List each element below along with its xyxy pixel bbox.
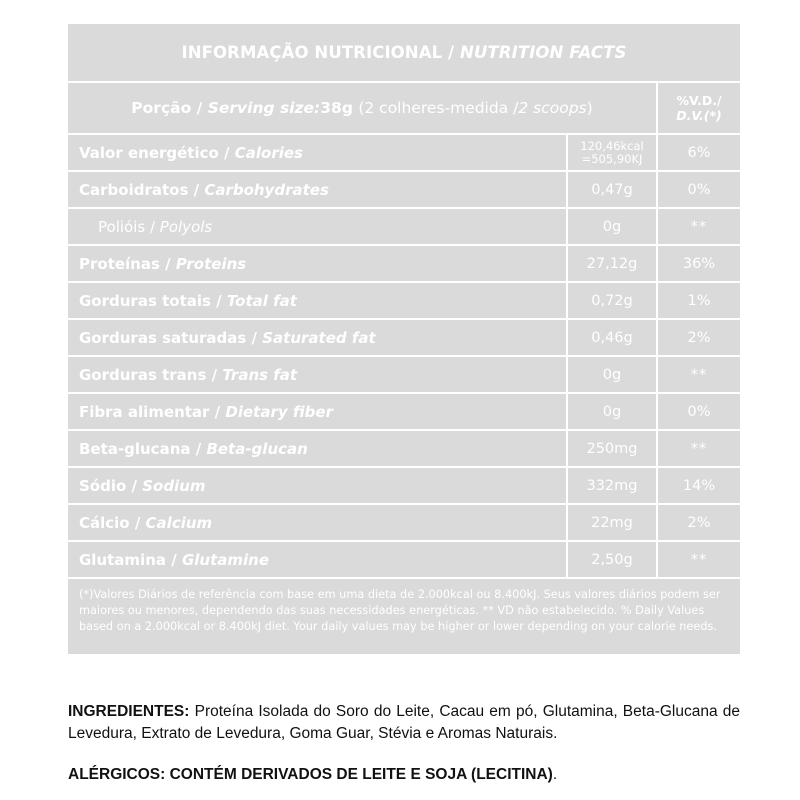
nutrient-name-pt: Gorduras totais / [79, 291, 222, 310]
dv-header [656, 83, 740, 133]
nutrient-name-pt: Gorduras saturadas / [79, 328, 258, 347]
serving-measure-en: 2 scoops [518, 99, 587, 117]
nutrient-name-en: Calories [234, 143, 303, 162]
nutrient-rows [68, 135, 740, 579]
nutrient-daily-value: 14% [656, 468, 740, 503]
dv-header-line1: %V.D./ [676, 93, 722, 108]
nutrient-name-en: Saturated fat [262, 328, 376, 347]
nutrient-name-en: Dietary fiber [225, 402, 333, 421]
dv-header-line2: D.V.(*) [676, 108, 722, 123]
table-footnote: (*)Valores Diários de referência com base em uma dieta de 2.000kcal ou 8.400kJ. Seus valores diários podem ser maiores ou menores, dependendo das suas necessidades energéticas. ** VD não estabelecido. % Daily Values based on a 2.000kcal or 8.400kJ diet. Your daily values may be higher or lower depending on your calorie needs. [79, 588, 721, 633]
nutrient-name-en: Calcium [145, 513, 213, 532]
nutrient-name-en: Sodium [142, 476, 206, 495]
nutrient-name-pt: Glutamina / [79, 550, 177, 569]
nutrient-name [68, 283, 566, 318]
nutrient-quantity [566, 135, 656, 170]
nutrient-name-pt: Carboidratos / [79, 180, 200, 199]
nutrient-name [68, 505, 566, 540]
nutrient-row [68, 283, 740, 320]
nutrient-daily-value: 0% [656, 394, 740, 429]
nutrient-row [68, 357, 740, 394]
nutrient-name-pt: Beta-glucana / [79, 439, 202, 458]
nutrient-quantity: 0,47g [566, 172, 656, 207]
serving-label-en: Serving size: [207, 99, 321, 117]
nutrient-name-pt: Cálcio / [79, 513, 141, 532]
nutrient-daily-value: ** [656, 209, 740, 244]
nutrient-name [68, 246, 566, 281]
nutrient-daily-value: ** [656, 431, 740, 466]
nutrient-row [68, 135, 740, 172]
nutrient-quantity: 332mg [566, 468, 656, 503]
nutrient-name-pt: Valor energético / [79, 143, 230, 162]
nutrient-row [68, 431, 740, 468]
nutrient-daily-value: 36% [656, 246, 740, 281]
allergens-period: . [552, 766, 558, 783]
nutrient-row [68, 468, 740, 505]
nutrient-quantity: 0,46g [566, 320, 656, 355]
nutrient-name-en: Glutamine [181, 550, 269, 569]
nutrient-daily-value: ** [656, 542, 740, 577]
nutrient-name [68, 468, 566, 503]
nutrient-quantity: 0,72g [566, 283, 656, 318]
quantity-kcal: 120,46kcal [580, 138, 644, 153]
nutrient-row [68, 394, 740, 431]
nutrient-quantity: 0g [566, 209, 656, 244]
nutrient-daily-value: 6% [656, 135, 740, 170]
serving-measure-close: ) [586, 99, 593, 117]
nutrient-name-en: Polyols [159, 217, 213, 236]
serving-amount: 38g [320, 99, 353, 117]
nutrient-name [68, 320, 566, 355]
nutrient-name-pt: Polióis / [98, 217, 156, 236]
allergens-block [68, 764, 740, 786]
nutrient-row [68, 246, 740, 283]
nutrient-daily-value: 2% [656, 320, 740, 355]
nutrient-quantity: 22mg [566, 505, 656, 540]
nutrient-row [68, 209, 740, 246]
nutrient-name [68, 394, 566, 429]
title-en: NUTRITION FACTS [460, 43, 627, 62]
ingredients-text: Proteína Isolada do Soro do Leite, Cacau em pó, Glutamina, Beta-Glucana de Levedura, Extrato de Levedura, Goma Guar, Stévia e Aromas Naturais. [68, 703, 740, 742]
serving-label-pt: Porção / [131, 99, 203, 117]
nutrient-daily-value: 1% [656, 283, 740, 318]
nutrient-name [68, 357, 566, 392]
serving-size-row [68, 83, 740, 135]
nutrient-name-en: Beta-glucan [206, 439, 308, 458]
nutrient-name-en: Proteins [175, 254, 247, 273]
nutrient-daily-value: ** [656, 357, 740, 392]
nutrient-quantity: 250mg [566, 431, 656, 466]
ingredients-block [68, 701, 740, 745]
quantity-kj: =505,90KJ [581, 151, 643, 166]
nutrient-name-en: Carbohydrates [204, 180, 329, 199]
nutrient-name-pt: Fibra alimentar / [79, 402, 221, 421]
nutrient-name-pt: Gorduras trans / [79, 365, 218, 384]
nutrient-name [68, 209, 566, 244]
nutrient-name [68, 431, 566, 466]
nutrient-name [68, 542, 566, 577]
nutrient-quantity: 0g [566, 394, 656, 429]
nutrient-daily-value: 0% [656, 172, 740, 207]
nutrient-quantity: 0g [566, 357, 656, 392]
ingredients-label: INGREDIENTES: [68, 703, 190, 720]
nutrient-name [68, 172, 566, 207]
serving-measure-pt: (2 colheres-medida / [358, 99, 519, 117]
nutrient-name-en: Trans fat [222, 365, 298, 384]
nutrient-name-pt: Sódio / [79, 476, 137, 495]
allergens-text: ALÉRGICOS: CONTÉM DERIVADOS DE LEITE E SOJA (LECITINA) [68, 766, 553, 783]
nutrient-row [68, 320, 740, 357]
serving-size-label [68, 83, 656, 133]
nutrition-facts-table [68, 24, 740, 654]
nutrient-row [68, 542, 740, 579]
title-pt: INFORMAÇÃO NUTRICIONAL / [181, 43, 455, 62]
nutrient-row [68, 505, 740, 542]
table-title [68, 24, 740, 83]
nutrient-name [68, 135, 566, 170]
nutrient-name-en: Total fat [226, 291, 297, 310]
nutrient-quantity: 2,50g [566, 542, 656, 577]
nutrient-name-pt: Proteínas / [79, 254, 171, 273]
nutrient-daily-value: 2% [656, 505, 740, 540]
nutrient-row [68, 172, 740, 209]
nutrient-quantity: 27,12g [566, 246, 656, 281]
